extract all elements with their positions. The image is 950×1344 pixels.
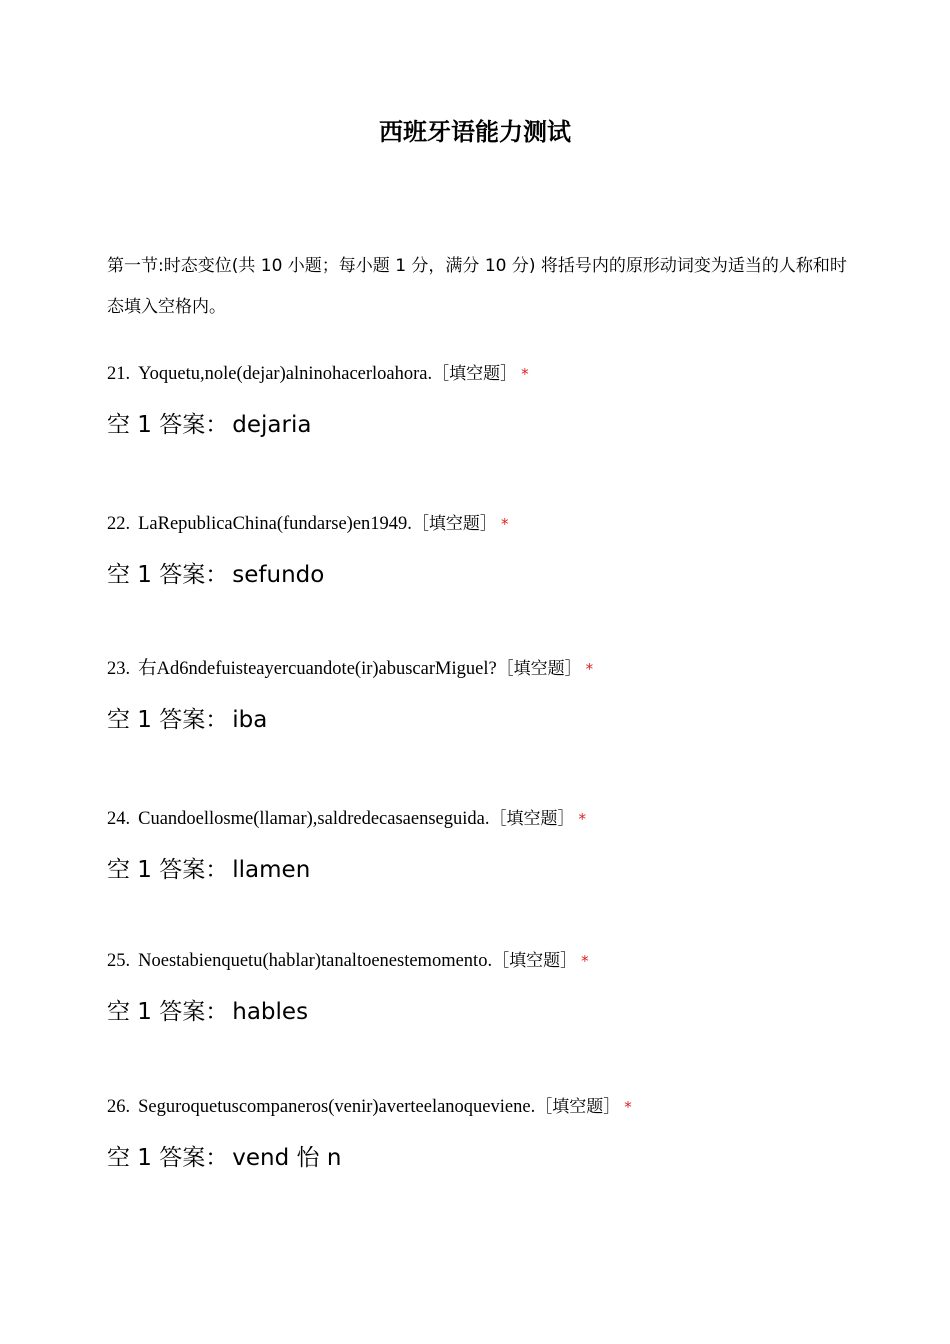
question-type-tag: ［填空题］	[496, 659, 582, 679]
answer-line	[107, 995, 867, 1029]
answer-value: dejaria	[232, 412, 312, 438]
answer-label: 空 1 答案：	[107, 412, 229, 438]
required-marker: *	[581, 952, 589, 970]
question-number: 21.	[107, 364, 131, 384]
required-marker: *	[578, 810, 586, 828]
answer-line	[107, 703, 867, 737]
required-marker: *	[500, 515, 509, 533]
question-25	[107, 948, 867, 1029]
answer-value: iba	[232, 707, 268, 733]
question-number: 26.	[107, 1097, 131, 1117]
question-22	[107, 511, 867, 592]
question-number: 25.	[107, 951, 131, 971]
answer-value: llamen	[232, 857, 311, 883]
question-type-tag: ［填空题］	[535, 1097, 621, 1117]
question-type-tag: ［填空题］	[411, 514, 497, 534]
question-number: 24.	[107, 809, 131, 829]
question-line	[107, 806, 867, 832]
page-title: 西班牙语能力测试	[379, 118, 571, 146]
answer-label: 空 1 答案：	[107, 1145, 229, 1171]
answer-label: 空 1 答案：	[107, 562, 229, 588]
question-21	[107, 361, 867, 442]
question-text: Seguroquetuscompaneros(venir)averteelanoqueviene.	[138, 1097, 536, 1117]
answer-label: 空 1 答案：	[107, 707, 229, 733]
question-text: 右Ad6ndefuisteayercuandote(ir)abuscarMiguel?	[138, 659, 497, 679]
answer-line	[107, 558, 867, 592]
required-marker: *	[521, 365, 529, 383]
question-type-tag: ［填空题］	[489, 809, 575, 829]
question-number: 22.	[107, 514, 131, 534]
answer-value: sefundo	[232, 562, 325, 588]
answer-label: 空 1 答案：	[107, 857, 229, 883]
answer-value: vend 怡 n	[232, 1145, 342, 1171]
required-marker: *	[585, 660, 594, 678]
question-text: Noestabienquetu(hablar)tanaltoenestemomento.	[138, 951, 493, 971]
question-text: Cuandoellosme(llamar),saldredecasaenseguida.	[138, 809, 490, 829]
question-number: 23.	[107, 659, 131, 679]
question-line	[107, 511, 867, 537]
question-type-tag: ［填空题］	[492, 951, 578, 971]
question-line	[107, 361, 867, 387]
question-24	[107, 806, 867, 887]
answer-line	[107, 1141, 867, 1175]
question-type-tag: ［填空题］	[432, 364, 518, 384]
question-line	[107, 948, 867, 974]
answer-label: 空 1 答案：	[107, 999, 229, 1025]
answer-line	[107, 853, 867, 887]
required-marker: *	[624, 1098, 632, 1116]
question-text: Yoquetu,nole(dejar)alninohacerloahora.	[138, 364, 433, 384]
section-intro: 第一节:时态变位(共 10 小题；每小题 1 分，满分 10 分) 将括号内的原形动词变为适当的人称和时态填入空格内。	[107, 256, 847, 317]
question-text: LaRepublicaChina(fundarse)en1949.	[138, 514, 412, 534]
answer-line	[107, 408, 867, 442]
answer-value: hables	[232, 999, 309, 1025]
question-26	[107, 1094, 867, 1175]
question-23	[107, 656, 867, 737]
question-line	[107, 1094, 867, 1120]
question-line	[107, 656, 867, 682]
